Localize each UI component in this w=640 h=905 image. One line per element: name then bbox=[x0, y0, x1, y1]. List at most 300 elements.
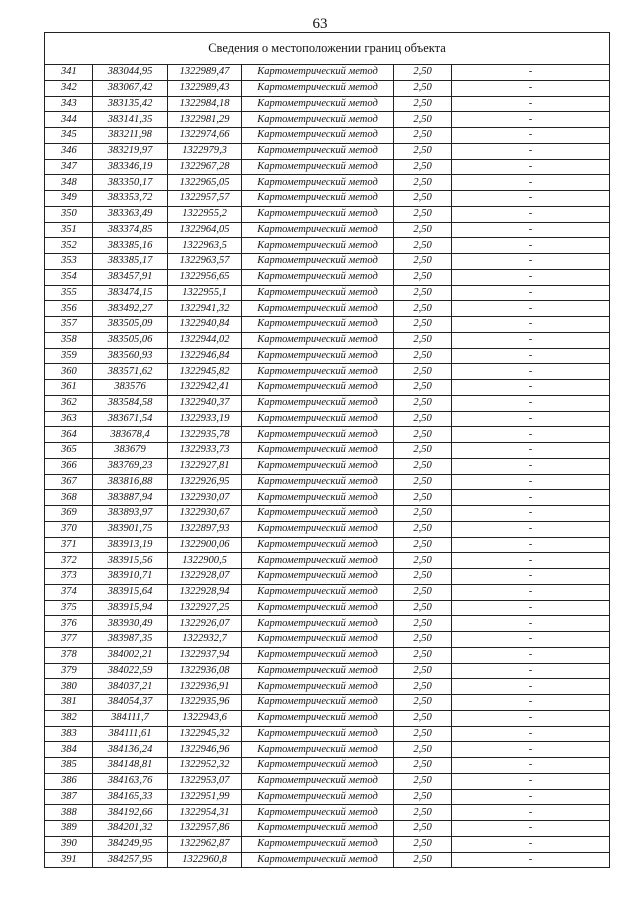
x-coordinate-cell: 383679 bbox=[93, 443, 168, 459]
method-cell: Картометрический метод bbox=[242, 852, 394, 868]
precision-cell: 2,50 bbox=[394, 632, 452, 648]
description-cell: - bbox=[452, 805, 610, 821]
table-row bbox=[45, 616, 610, 632]
precision-cell: 2,50 bbox=[394, 852, 452, 868]
method-cell: Картометрический метод bbox=[242, 206, 394, 222]
y-coordinate-cell: 1322928,94 bbox=[168, 584, 242, 600]
table-row bbox=[45, 80, 610, 96]
table-row bbox=[45, 679, 610, 695]
description-cell: - bbox=[452, 395, 610, 411]
precision-cell: 2,50 bbox=[394, 206, 452, 222]
table-row bbox=[45, 726, 610, 742]
point-number-cell: 364 bbox=[45, 427, 93, 443]
precision-cell: 2,50 bbox=[394, 600, 452, 616]
description-cell: - bbox=[452, 80, 610, 96]
x-coordinate-cell: 383816,88 bbox=[93, 474, 168, 490]
precision-cell: 2,50 bbox=[394, 143, 452, 159]
description-cell: - bbox=[452, 773, 610, 789]
point-number-cell: 354 bbox=[45, 269, 93, 285]
description-cell: - bbox=[452, 380, 610, 396]
point-number-cell: 390 bbox=[45, 836, 93, 852]
y-coordinate-cell: 1322936,08 bbox=[168, 663, 242, 679]
precision-cell: 2,50 bbox=[394, 726, 452, 742]
x-coordinate-cell: 383346,19 bbox=[93, 159, 168, 175]
description-cell: - bbox=[452, 506, 610, 522]
description-cell: - bbox=[452, 222, 610, 238]
y-coordinate-cell: 1322957,86 bbox=[168, 821, 242, 837]
table-row bbox=[45, 332, 610, 348]
x-coordinate-cell: 384022,59 bbox=[93, 663, 168, 679]
precision-cell: 2,50 bbox=[394, 553, 452, 569]
precision-cell: 2,50 bbox=[394, 474, 452, 490]
table-row bbox=[45, 600, 610, 616]
y-coordinate-cell: 1322897,93 bbox=[168, 521, 242, 537]
description-cell: - bbox=[452, 569, 610, 585]
method-cell: Картометрический метод bbox=[242, 537, 394, 553]
precision-cell: 2,50 bbox=[394, 238, 452, 254]
y-coordinate-cell: 1322984,18 bbox=[168, 96, 242, 112]
x-coordinate-cell: 383135,42 bbox=[93, 96, 168, 112]
x-coordinate-cell: 384111,7 bbox=[93, 710, 168, 726]
table-row bbox=[45, 521, 610, 537]
precision-cell: 2,50 bbox=[394, 380, 452, 396]
point-number-cell: 373 bbox=[45, 569, 93, 585]
point-number-cell: 377 bbox=[45, 632, 93, 648]
point-number-cell: 388 bbox=[45, 805, 93, 821]
x-coordinate-cell: 383671,54 bbox=[93, 411, 168, 427]
table-row bbox=[45, 789, 610, 805]
y-coordinate-cell: 1322967,28 bbox=[168, 159, 242, 175]
description-cell: - bbox=[452, 254, 610, 270]
point-number-cell: 352 bbox=[45, 238, 93, 254]
y-coordinate-cell: 1322933,73 bbox=[168, 443, 242, 459]
point-number-cell: 350 bbox=[45, 206, 93, 222]
point-number-cell: 382 bbox=[45, 710, 93, 726]
y-coordinate-cell: 1322989,47 bbox=[168, 65, 242, 81]
description-cell: - bbox=[452, 317, 610, 333]
x-coordinate-cell: 383219,97 bbox=[93, 143, 168, 159]
x-coordinate-cell: 384257,95 bbox=[93, 852, 168, 868]
boundary-table bbox=[44, 32, 610, 868]
description-cell: - bbox=[452, 584, 610, 600]
table-row bbox=[45, 395, 610, 411]
description-cell: - bbox=[452, 238, 610, 254]
table-row bbox=[45, 65, 610, 81]
point-number-cell: 344 bbox=[45, 112, 93, 128]
point-number-cell: 348 bbox=[45, 175, 93, 191]
x-coordinate-cell: 383363,49 bbox=[93, 206, 168, 222]
method-cell: Картометрический метод bbox=[242, 301, 394, 317]
method-cell: Картометрический метод bbox=[242, 222, 394, 238]
y-coordinate-cell: 1322942,41 bbox=[168, 380, 242, 396]
point-number-cell: 361 bbox=[45, 380, 93, 396]
x-coordinate-cell: 384249,95 bbox=[93, 836, 168, 852]
y-coordinate-cell: 1322900,5 bbox=[168, 553, 242, 569]
point-number-cell: 355 bbox=[45, 285, 93, 301]
point-number-cell: 378 bbox=[45, 647, 93, 663]
precision-cell: 2,50 bbox=[394, 789, 452, 805]
method-cell: Картометрический метод bbox=[242, 380, 394, 396]
y-coordinate-cell: 1322943,6 bbox=[168, 710, 242, 726]
precision-cell: 2,50 bbox=[394, 821, 452, 837]
x-coordinate-cell: 383353,72 bbox=[93, 191, 168, 207]
description-cell: - bbox=[452, 726, 610, 742]
y-coordinate-cell: 1322953,07 bbox=[168, 773, 242, 789]
table-row bbox=[45, 128, 610, 144]
y-coordinate-cell: 1322962,87 bbox=[168, 836, 242, 852]
description-cell: - bbox=[452, 647, 610, 663]
table-row bbox=[45, 710, 610, 726]
method-cell: Картометрический метод bbox=[242, 600, 394, 616]
y-coordinate-cell: 1322945,32 bbox=[168, 726, 242, 742]
method-cell: Картометрический метод bbox=[242, 364, 394, 380]
description-cell: - bbox=[452, 600, 610, 616]
precision-cell: 2,50 bbox=[394, 569, 452, 585]
precision-cell: 2,50 bbox=[394, 317, 452, 333]
description-cell: - bbox=[452, 616, 610, 632]
table-body bbox=[45, 65, 610, 868]
y-coordinate-cell: 1322963,5 bbox=[168, 238, 242, 254]
table-row bbox=[45, 506, 610, 522]
method-cell: Картометрический метод bbox=[242, 191, 394, 207]
y-coordinate-cell: 1322926,95 bbox=[168, 474, 242, 490]
description-cell: - bbox=[452, 474, 610, 490]
x-coordinate-cell: 384148,81 bbox=[93, 758, 168, 774]
table-row bbox=[45, 647, 610, 663]
x-coordinate-cell: 384163,76 bbox=[93, 773, 168, 789]
method-cell: Картометрический метод bbox=[242, 553, 394, 569]
description-cell: - bbox=[452, 836, 610, 852]
point-number-cell: 386 bbox=[45, 773, 93, 789]
x-coordinate-cell: 383457,91 bbox=[93, 269, 168, 285]
point-number-cell: 384 bbox=[45, 742, 93, 758]
description-cell: - bbox=[452, 443, 610, 459]
table-row bbox=[45, 742, 610, 758]
y-coordinate-cell: 1322944,02 bbox=[168, 332, 242, 348]
method-cell: Картометрический метод bbox=[242, 143, 394, 159]
y-coordinate-cell: 1322974,66 bbox=[168, 128, 242, 144]
y-coordinate-cell: 1322930,07 bbox=[168, 490, 242, 506]
method-cell: Картометрический метод bbox=[242, 80, 394, 96]
y-coordinate-cell: 1322933,19 bbox=[168, 411, 242, 427]
x-coordinate-cell: 383211,98 bbox=[93, 128, 168, 144]
precision-cell: 2,50 bbox=[394, 836, 452, 852]
y-coordinate-cell: 1322955,2 bbox=[168, 206, 242, 222]
table-row bbox=[45, 254, 610, 270]
description-cell: - bbox=[452, 458, 610, 474]
table-row bbox=[45, 269, 610, 285]
precision-cell: 2,50 bbox=[394, 773, 452, 789]
precision-cell: 2,50 bbox=[394, 679, 452, 695]
description-cell: - bbox=[452, 789, 610, 805]
method-cell: Картометрический метод bbox=[242, 128, 394, 144]
y-coordinate-cell: 1322965,05 bbox=[168, 175, 242, 191]
description-cell: - bbox=[452, 710, 610, 726]
method-cell: Картометрический метод bbox=[242, 159, 394, 175]
description-cell: - bbox=[452, 159, 610, 175]
precision-cell: 2,50 bbox=[394, 254, 452, 270]
precision-cell: 2,50 bbox=[394, 458, 452, 474]
precision-cell: 2,50 bbox=[394, 159, 452, 175]
point-number-cell: 374 bbox=[45, 584, 93, 600]
precision-cell: 2,50 bbox=[394, 65, 452, 81]
y-coordinate-cell: 1322951,99 bbox=[168, 789, 242, 805]
point-number-cell: 380 bbox=[45, 679, 93, 695]
point-number-cell: 356 bbox=[45, 301, 93, 317]
description-cell: - bbox=[452, 348, 610, 364]
y-coordinate-cell: 1322956,65 bbox=[168, 269, 242, 285]
table-header-row bbox=[45, 33, 610, 65]
description-cell: - bbox=[452, 663, 610, 679]
method-cell: Картометрический метод bbox=[242, 836, 394, 852]
y-coordinate-cell: 1322930,67 bbox=[168, 506, 242, 522]
y-coordinate-cell: 1322940,84 bbox=[168, 317, 242, 333]
description-cell: - bbox=[452, 521, 610, 537]
table-row bbox=[45, 852, 610, 868]
table-row bbox=[45, 175, 610, 191]
precision-cell: 2,50 bbox=[394, 96, 452, 112]
table-row bbox=[45, 443, 610, 459]
method-cell: Картометрический метод bbox=[242, 175, 394, 191]
table-row bbox=[45, 143, 610, 159]
table-row bbox=[45, 301, 610, 317]
x-coordinate-cell: 383505,06 bbox=[93, 332, 168, 348]
description-cell: - bbox=[452, 632, 610, 648]
point-number-cell: 371 bbox=[45, 537, 93, 553]
point-number-cell: 391 bbox=[45, 852, 93, 868]
description-cell: - bbox=[452, 285, 610, 301]
x-coordinate-cell: 383560,93 bbox=[93, 348, 168, 364]
method-cell: Картометрический метод bbox=[242, 411, 394, 427]
point-number-cell: 369 bbox=[45, 506, 93, 522]
y-coordinate-cell: 1322936,91 bbox=[168, 679, 242, 695]
y-coordinate-cell: 1322932,7 bbox=[168, 632, 242, 648]
description-cell: - bbox=[452, 175, 610, 191]
description-cell: - bbox=[452, 852, 610, 868]
table-row bbox=[45, 474, 610, 490]
method-cell: Картометрический метод bbox=[242, 773, 394, 789]
method-cell: Картометрический метод bbox=[242, 65, 394, 81]
x-coordinate-cell: 384165,33 bbox=[93, 789, 168, 805]
method-cell: Картометрический метод bbox=[242, 821, 394, 837]
point-number-cell: 381 bbox=[45, 695, 93, 711]
method-cell: Картометрический метод bbox=[242, 269, 394, 285]
y-coordinate-cell: 1322941,32 bbox=[168, 301, 242, 317]
precision-cell: 2,50 bbox=[394, 805, 452, 821]
y-coordinate-cell: 1322963,57 bbox=[168, 254, 242, 270]
table-row bbox=[45, 458, 610, 474]
x-coordinate-cell: 383769,23 bbox=[93, 458, 168, 474]
table-row bbox=[45, 553, 610, 569]
x-coordinate-cell: 383385,17 bbox=[93, 254, 168, 270]
table-row bbox=[45, 317, 610, 333]
y-coordinate-cell: 1322928,07 bbox=[168, 569, 242, 585]
point-number-cell: 353 bbox=[45, 254, 93, 270]
point-number-cell: 376 bbox=[45, 616, 93, 632]
x-coordinate-cell: 383987,35 bbox=[93, 632, 168, 648]
table-row bbox=[45, 96, 610, 112]
x-coordinate-cell: 383910,71 bbox=[93, 569, 168, 585]
description-cell: - bbox=[452, 758, 610, 774]
description-cell: - bbox=[452, 490, 610, 506]
description-cell: - bbox=[452, 143, 610, 159]
precision-cell: 2,50 bbox=[394, 128, 452, 144]
method-cell: Картометрический метод bbox=[242, 96, 394, 112]
method-cell: Картометрический метод bbox=[242, 726, 394, 742]
x-coordinate-cell: 383893,97 bbox=[93, 506, 168, 522]
precision-cell: 2,50 bbox=[394, 695, 452, 711]
y-coordinate-cell: 1322979,3 bbox=[168, 143, 242, 159]
x-coordinate-cell: 383385,16 bbox=[93, 238, 168, 254]
table-row bbox=[45, 773, 610, 789]
x-coordinate-cell: 383915,56 bbox=[93, 553, 168, 569]
y-coordinate-cell: 1322946,96 bbox=[168, 742, 242, 758]
point-number-cell: 389 bbox=[45, 821, 93, 837]
y-coordinate-cell: 1322900,06 bbox=[168, 537, 242, 553]
method-cell: Картометрический метод bbox=[242, 679, 394, 695]
description-cell: - bbox=[452, 742, 610, 758]
y-coordinate-cell: 1322981,29 bbox=[168, 112, 242, 128]
table-row bbox=[45, 112, 610, 128]
table-row bbox=[45, 380, 610, 396]
y-coordinate-cell: 1322935,78 bbox=[168, 427, 242, 443]
x-coordinate-cell: 383141,35 bbox=[93, 112, 168, 128]
point-number-cell: 346 bbox=[45, 143, 93, 159]
precision-cell: 2,50 bbox=[394, 301, 452, 317]
precision-cell: 2,50 bbox=[394, 710, 452, 726]
table-row bbox=[45, 285, 610, 301]
point-number-cell: 366 bbox=[45, 458, 93, 474]
table-row bbox=[45, 537, 610, 553]
method-cell: Картометрический метод bbox=[242, 238, 394, 254]
table-row bbox=[45, 758, 610, 774]
point-number-cell: 358 bbox=[45, 332, 93, 348]
method-cell: Картометрический метод bbox=[242, 474, 394, 490]
table-title: Сведения о местоположении границ объекта bbox=[45, 33, 610, 65]
precision-cell: 2,50 bbox=[394, 584, 452, 600]
description-cell: - bbox=[452, 821, 610, 837]
description-cell: - bbox=[452, 679, 610, 695]
y-coordinate-cell: 1322960,8 bbox=[168, 852, 242, 868]
point-number-cell: 360 bbox=[45, 364, 93, 380]
method-cell: Картометрический метод bbox=[242, 427, 394, 443]
point-number-cell: 368 bbox=[45, 490, 93, 506]
table-row bbox=[45, 191, 610, 207]
precision-cell: 2,50 bbox=[394, 191, 452, 207]
method-cell: Картометрический метод bbox=[242, 663, 394, 679]
table-row bbox=[45, 805, 610, 821]
x-coordinate-cell: 383505,09 bbox=[93, 317, 168, 333]
precision-cell: 2,50 bbox=[394, 112, 452, 128]
method-cell: Картометрический метод bbox=[242, 647, 394, 663]
method-cell: Картометрический метод bbox=[242, 254, 394, 270]
point-number-cell: 379 bbox=[45, 663, 93, 679]
point-number-cell: 342 bbox=[45, 80, 93, 96]
method-cell: Картометрический метод bbox=[242, 506, 394, 522]
y-coordinate-cell: 1322945,82 bbox=[168, 364, 242, 380]
point-number-cell: 341 bbox=[45, 65, 93, 81]
x-coordinate-cell: 383915,64 bbox=[93, 584, 168, 600]
y-coordinate-cell: 1322964,05 bbox=[168, 222, 242, 238]
description-cell: - bbox=[452, 301, 610, 317]
x-coordinate-cell: 383350,17 bbox=[93, 175, 168, 191]
description-cell: - bbox=[452, 695, 610, 711]
y-coordinate-cell: 1322955,1 bbox=[168, 285, 242, 301]
x-coordinate-cell: 383887,94 bbox=[93, 490, 168, 506]
point-number-cell: 385 bbox=[45, 758, 93, 774]
description-cell: - bbox=[452, 269, 610, 285]
precision-cell: 2,50 bbox=[394, 663, 452, 679]
table-row bbox=[45, 348, 610, 364]
table-row bbox=[45, 222, 610, 238]
method-cell: Картометрический метод bbox=[242, 332, 394, 348]
description-cell: - bbox=[452, 411, 610, 427]
table-row bbox=[45, 584, 610, 600]
method-cell: Картометрический метод bbox=[242, 616, 394, 632]
x-coordinate-cell: 383913,19 bbox=[93, 537, 168, 553]
method-cell: Картометрический метод bbox=[242, 521, 394, 537]
x-coordinate-cell: 384192,66 bbox=[93, 805, 168, 821]
description-cell: - bbox=[452, 332, 610, 348]
x-coordinate-cell: 384002,21 bbox=[93, 647, 168, 663]
table-row bbox=[45, 427, 610, 443]
y-coordinate-cell: 1322935,96 bbox=[168, 695, 242, 711]
x-coordinate-cell: 383374,85 bbox=[93, 222, 168, 238]
x-coordinate-cell: 384201,32 bbox=[93, 821, 168, 837]
point-number-cell: 387 bbox=[45, 789, 93, 805]
description-cell: - bbox=[452, 553, 610, 569]
table-row bbox=[45, 821, 610, 837]
table-row bbox=[45, 238, 610, 254]
method-cell: Картометрический метод bbox=[242, 695, 394, 711]
x-coordinate-cell: 383492,27 bbox=[93, 301, 168, 317]
x-coordinate-cell: 383901,75 bbox=[93, 521, 168, 537]
precision-cell: 2,50 bbox=[394, 80, 452, 96]
x-coordinate-cell: 383044,95 bbox=[93, 65, 168, 81]
description-cell: - bbox=[452, 128, 610, 144]
description-cell: - bbox=[452, 537, 610, 553]
table-row bbox=[45, 159, 610, 175]
y-coordinate-cell: 1322946,84 bbox=[168, 348, 242, 364]
x-coordinate-cell: 383474,15 bbox=[93, 285, 168, 301]
precision-cell: 2,50 bbox=[394, 395, 452, 411]
point-number-cell: 375 bbox=[45, 600, 93, 616]
point-number-cell: 357 bbox=[45, 317, 93, 333]
y-coordinate-cell: 1322989,43 bbox=[168, 80, 242, 96]
precision-cell: 2,50 bbox=[394, 222, 452, 238]
precision-cell: 2,50 bbox=[394, 521, 452, 537]
point-number-cell: 372 bbox=[45, 553, 93, 569]
y-coordinate-cell: 1322957,57 bbox=[168, 191, 242, 207]
x-coordinate-cell: 383930,49 bbox=[93, 616, 168, 632]
precision-cell: 2,50 bbox=[394, 364, 452, 380]
description-cell: - bbox=[452, 191, 610, 207]
x-coordinate-cell: 384136,24 bbox=[93, 742, 168, 758]
y-coordinate-cell: 1322954,31 bbox=[168, 805, 242, 821]
description-cell: - bbox=[452, 364, 610, 380]
method-cell: Картометрический метод bbox=[242, 112, 394, 128]
point-number-cell: 383 bbox=[45, 726, 93, 742]
point-number-cell: 347 bbox=[45, 159, 93, 175]
method-cell: Картометрический метод bbox=[242, 285, 394, 301]
description-cell: - bbox=[452, 96, 610, 112]
description-cell: - bbox=[452, 427, 610, 443]
precision-cell: 2,50 bbox=[394, 742, 452, 758]
method-cell: Картометрический метод bbox=[242, 348, 394, 364]
x-coordinate-cell: 383067,42 bbox=[93, 80, 168, 96]
table-row bbox=[45, 836, 610, 852]
table-row bbox=[45, 695, 610, 711]
